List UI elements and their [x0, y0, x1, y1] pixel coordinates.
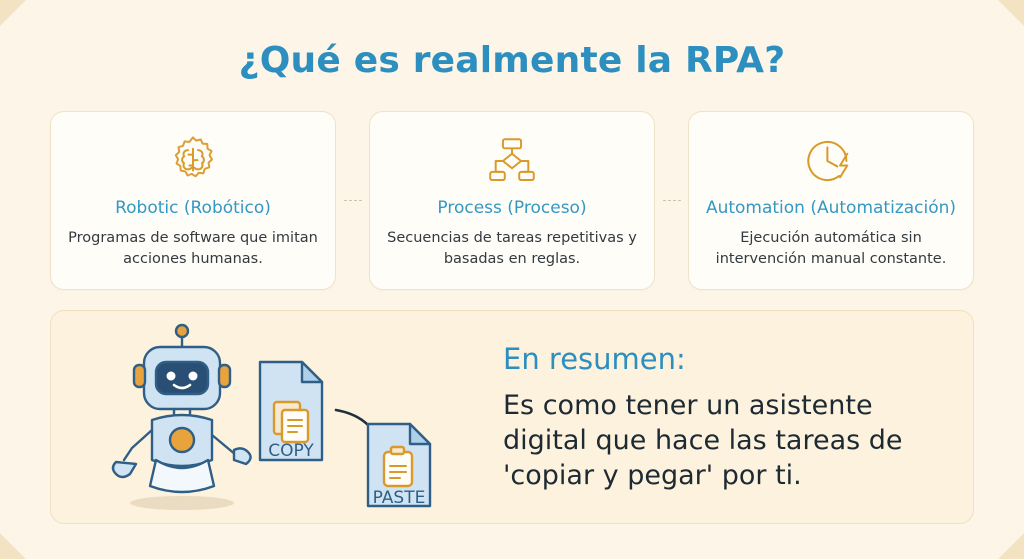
copy-label: COPY	[268, 440, 314, 461]
robot-illustration	[67, 320, 497, 515]
card-robotic	[50, 111, 336, 290]
card-connector-1	[344, 200, 362, 201]
card-description: Ejecución automática sin intervención manual constante.	[715, 230, 947, 267]
card-connector-2	[663, 200, 681, 201]
paste-label: PASTE	[372, 487, 426, 508]
clock-lightning-icon	[705, 130, 957, 192]
card-description: Programas de software que imitan acciones humanas.	[68, 230, 318, 267]
summary-heading: En resumen:	[503, 341, 686, 376]
flowchart-icon	[386, 130, 638, 192]
corner-accent-bottom-left	[0, 533, 26, 559]
page-title: ¿Qué es realmente la RPA?	[238, 40, 786, 81]
card-description: Secuencias de tareas repetitivas y basadas en reglas.	[387, 230, 637, 267]
card-title: Process (Proceso)	[437, 198, 587, 218]
summary-panel	[50, 310, 974, 524]
brain-gear-icon	[67, 130, 319, 192]
summary-body: Es como tener un asistente digital que hace las tareas de 'copiar y pegar' por ti.	[503, 389, 903, 491]
concept-cards	[50, 111, 974, 290]
corner-accent-bottom-right	[998, 533, 1024, 559]
card-automation	[688, 111, 974, 290]
card-title: Robotic (Robótico)	[115, 198, 271, 218]
card-process	[369, 111, 655, 290]
summary-text	[497, 342, 957, 493]
card-title: Automation (Automatización)	[705, 198, 957, 218]
